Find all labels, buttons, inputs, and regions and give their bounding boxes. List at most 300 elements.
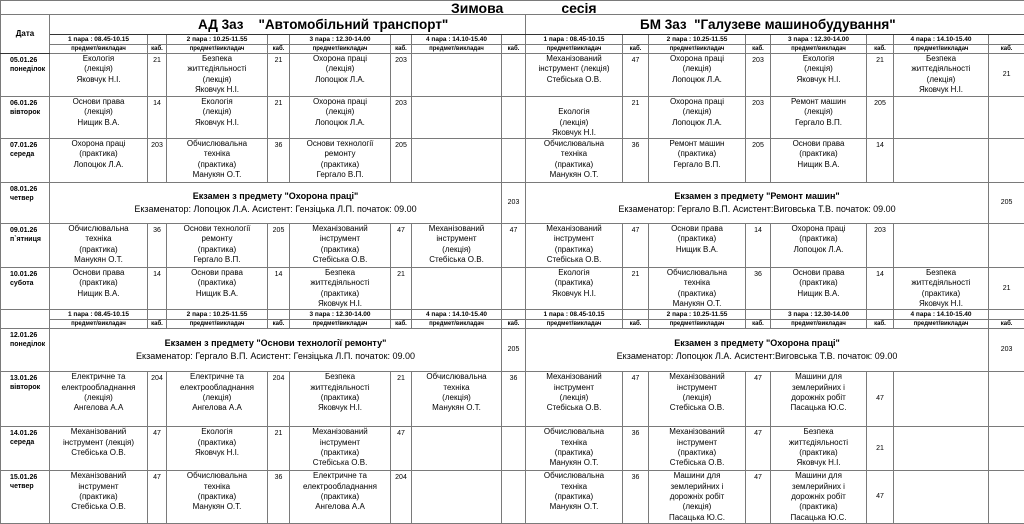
lesson-line: (лекція) [526,393,622,403]
lesson-cell [167,97,268,139]
lesson-line: (практика) [50,492,147,502]
exam-title: Екзамен з предмету "Охорона праці" [526,337,988,350]
exam-details: Екзаменатор: Лопоцюк Л.А. Асистент: Гензіцька Л.П. початок: 09.00 [50,203,501,216]
pair-time-header: 4 пара : 14.10-15.40 [412,310,502,320]
room-number: 21 [268,97,290,139]
lesson-line: Механізований [649,372,745,382]
room-number: 47 [746,471,771,523]
lesson-line: дорожніх робіт [649,492,745,502]
lesson-line: (практика) [771,234,866,244]
room-number: 21 [268,427,290,471]
lesson-line: (практика) [50,149,147,159]
lesson-line: Стебіська О.В. [649,403,745,413]
lesson-cell [771,97,867,139]
lesson-cell [526,268,623,310]
lesson-line: (практика) [649,149,745,159]
teacher-column-header: предмет/викладач [894,320,989,329]
lesson-line: Пасацька Ю.С. [771,513,866,523]
lesson-line: (практика) [290,448,390,458]
lesson-cell [649,372,746,427]
lesson-line: інструмент [290,234,390,244]
day-date: 07.01.26 [10,141,49,150]
day-date-cell [1,224,50,268]
room-number [502,471,526,523]
lesson-cell [649,54,746,97]
pair-time-gap [391,35,412,45]
lesson-line: Манукян О.Т. [526,502,622,512]
lesson-line: Екологія [526,107,622,117]
lesson-line: (лекція) [412,393,501,403]
lesson-line: Механізований [526,372,622,382]
lesson-cell [649,97,746,139]
room-number: 14 [867,268,894,310]
room-number: 36 [268,139,290,183]
lesson-line: життєдіяльності [290,278,390,288]
lesson-cell [894,427,989,471]
exam-info-left [50,183,502,224]
pair-time-gap [502,310,526,320]
lesson-line: Яковчук Н.І. [771,75,866,85]
lesson-cell [894,54,989,97]
lesson-cell [771,372,867,427]
room-number: 21 [623,97,649,139]
lesson-cell [649,471,746,523]
room-column-header: каб. [391,45,412,54]
teacher-column-header: предмет/викладач [167,45,268,54]
lesson-line: Машини для [771,471,866,481]
lesson-line: життєдіяльності [894,64,988,74]
lesson-line: Екологія [167,427,267,437]
lesson-line: (лекція) [50,64,147,74]
lesson-line: техніка [526,438,622,448]
teacher-column-header: предмет/викладач [526,320,623,329]
lesson-line: Стебіська О.В. [526,403,622,413]
teacher-column-header: предмет/викладач [771,320,867,329]
day-date: 15.01.26 [10,473,49,482]
lesson-line: Ангелова А.А [167,403,267,413]
lesson-cell [526,372,623,427]
room-number: 36 [623,471,649,523]
room-number: 205 [867,97,894,139]
day-date: 14.01.26 [10,429,49,438]
lesson-line: інструмент [412,234,501,244]
lesson-line: Манукян О.Т. [649,299,745,309]
room-number: 36 [623,427,649,471]
room-number [989,372,1024,427]
exam-details: Екзаменатор: Лопоцюк Л.А. Асистент:Виговська Т.В. початок: 09.00 [526,350,988,363]
lesson-line: (практика) [526,160,622,170]
lesson-line: Електричне та [167,372,267,382]
lesson-line: дорожніх робіт [771,492,866,502]
pair-time-header: 2 пара : 10.25-11.55 [167,35,268,45]
room-number [989,427,1024,471]
teacher-column-header: предмет/викладач [167,320,268,329]
pair-time-header: 1 пара : 08.45-10.15 [526,310,623,320]
lesson-line: землерийних і [771,383,866,393]
lesson-line: Яковчук Н.І. [167,448,267,458]
exam-info-right [526,183,989,224]
day-of-week: середа [10,438,49,447]
room-number: 36 [148,224,167,268]
day-of-week: четвер [10,482,49,491]
lesson-line: Охорона праці [50,139,147,149]
lesson-cell [50,427,148,471]
lesson-line: Механізований [526,224,622,234]
lesson-line: техніка [412,383,501,393]
exam-info-right [526,329,989,372]
lesson-line: землерийних і [649,482,745,492]
lesson-line: Безпека [290,268,390,278]
teacher-column-header: предмет/викладач [649,45,746,54]
lesson-line: Нищик В.А. [771,160,866,170]
exam-room: 205 [989,183,1024,224]
lesson-line: Обчислювальна [649,268,745,278]
lesson-line: Ангелова А.А [50,403,147,413]
lesson-cell [290,97,391,139]
lesson-line: Яковчук Н.І. [771,458,866,468]
lesson-cell [290,224,391,268]
lesson-line: (лекція) [412,245,501,255]
lesson-line: Гергало В.П. [290,170,390,180]
lesson-cell [167,139,268,183]
pair-time-gap [867,35,894,45]
exam-title: Екзамен з предмету "Охорона праці" [50,190,501,203]
lesson-cell [771,427,867,471]
lesson-cell [412,372,502,427]
lesson-line: Безпека [167,54,267,64]
lesson-line: техніка [526,149,622,159]
lesson-line: Яковчук Н.І. [50,75,147,85]
lesson-line: Яковчук Н.І. [526,289,622,299]
lesson-line: Стебіська О.В. [526,75,622,85]
room-number: 203 [391,97,412,139]
lesson-cell [50,97,148,139]
lesson-line: (лекція) [167,107,267,117]
room-column-header: каб. [502,45,526,54]
lesson-line: Яковчук Н.І. [167,85,267,95]
lesson-cell [894,97,989,139]
day-of-week: вівторок [10,108,49,117]
lesson-line: (лекція) [50,393,147,403]
lesson-line: (лекція) [649,64,745,74]
lesson-line: Обчислювальна [50,224,147,234]
lesson-cell [167,268,268,310]
day-of-week: середа [10,150,49,159]
lesson-line: Яковчук Н.І. [167,118,267,128]
day-date: 05.01.26 [10,56,49,65]
pair-time-header: 3 пара : 12.30-14.00 [290,310,391,320]
lesson-line: Обчислювальна [526,427,622,437]
lesson-line: техніка [50,234,147,244]
room-column-header: каб. [268,320,290,329]
room-number: 36 [268,471,290,523]
day-of-week: субота [10,279,49,288]
lesson-line: Стебіська О.В. [50,502,147,512]
lesson-cell [412,97,502,139]
lesson-line: Обчислювальна [167,139,267,149]
room-number: 14 [867,139,894,183]
page-title: Зимова сесія [1,1,1024,15]
subheader-row [1,320,1024,329]
room-number: 21 [867,427,894,471]
lesson-line: Ангелова А.А [290,502,390,512]
lesson-line: (лекція) [649,107,745,117]
room-number: 204 [391,471,412,523]
room-number: 47 [391,427,412,471]
lesson-cell [771,139,867,183]
lesson-line: Механізований [290,427,390,437]
teacher-column-header: предмет/викладач [526,45,623,54]
lesson-line: Безпека [894,54,988,64]
lesson-line: Стебіська О.В. [412,255,501,265]
room-number: 47 [746,372,771,427]
day-row [1,54,1024,97]
day-of-week: вівторок [10,383,49,392]
lesson-line: інструмент (лекція) [50,438,147,448]
room-column-header: каб. [623,45,649,54]
lesson-cell [412,139,502,183]
exam-info-left [50,329,502,372]
lesson-line: інструмент [649,438,745,448]
lesson-line: Механізований [50,427,147,437]
lesson-line: Стебіська О.В. [290,458,390,468]
lesson-line: Яковчук Н.І. [894,85,988,95]
room-column-header: каб. [867,320,894,329]
day-row [1,471,1024,523]
lesson-line: (практика) [50,278,147,288]
lesson-line: Безпека [771,427,866,437]
lesson-line: Охорона праці [290,54,390,64]
room-number: 14 [148,97,167,139]
pair-time-gap [989,310,1024,320]
day-row [1,224,1024,268]
lesson-line: Пасацька Ю.С. [649,513,745,523]
lesson-line: Основи права [771,139,866,149]
pair-time-gap [623,35,649,45]
room-number: 203 [746,54,771,97]
lesson-line: Обчислювальна [526,471,622,481]
pair-time-header: 1 пара : 08.45-10.15 [526,35,623,45]
pair-time-gap [623,310,649,320]
lesson-cell [167,471,268,523]
lesson-line: Безпека [290,372,390,382]
day-date: 06.01.26 [10,99,49,108]
lesson-line: Гергало В.П. [167,255,267,265]
room-number: 21 [989,54,1024,97]
lesson-line: Стебіська О.В. [50,448,147,458]
pair-time-header: 2 пара : 10.25-11.55 [649,310,746,320]
day-of-week: понеділок [10,65,49,74]
lesson-line: Обчислювальна [167,471,267,481]
room-number: 21 [391,268,412,310]
room-number [502,139,526,183]
pair-time-header: 3 пара : 12.30-14.00 [771,35,867,45]
room-number: 47 [502,224,526,268]
pair-time-header: 3 пара : 12.30-14.00 [290,35,391,45]
lesson-line: Нищик В.А. [771,289,866,299]
lesson-line: (лекція) [649,502,745,512]
date-column-header: Дата [1,15,50,54]
room-number: 205 [391,139,412,183]
lesson-cell [526,224,623,268]
lesson-line: Основи права [50,268,147,278]
day-date: 08.01.26 [10,185,49,194]
pair-time-header: 4 пара : 14.10-15.40 [412,35,502,45]
lesson-line: ремонту [167,234,267,244]
exam-title: Екзамен з предмету "Ремонт машин" [526,190,988,203]
lesson-line: (лекція) [167,75,267,85]
pair-time-gap [148,310,167,320]
lesson-line: Охорона праці [290,97,390,107]
lesson-cell [50,54,148,97]
lesson-line: Манукян О.Т. [526,170,622,180]
lesson-line: електрообладнання [50,383,147,393]
lesson-line: Електричне та [290,471,390,481]
lesson-line: (практика) [290,393,390,403]
lesson-line: життєдіяльності [894,278,988,288]
room-number: 47 [148,471,167,523]
lesson-line: електрообладнання [290,482,390,492]
lesson-line: Яковчук Н.І. [290,403,390,413]
room-column-header: каб. [989,320,1024,329]
lesson-line: життєдіяльності [167,64,267,74]
day-date-cell [1,427,50,471]
lesson-line: (практика) [649,448,745,458]
lesson-cell [526,97,623,139]
lesson-line: Основи права [167,268,267,278]
lesson-line: Лопоцюк Л.А. [649,75,745,85]
lesson-line: інструмент [649,383,745,393]
lesson-cell [771,268,867,310]
room-column-header: каб. [989,45,1024,54]
lesson-line: Яковчук Н.І. [526,128,622,138]
lesson-line: (практика) [167,438,267,448]
pair-time-gap [148,35,167,45]
room-number [502,427,526,471]
lesson-line: техніка [649,278,745,288]
day-date-cell [1,372,50,427]
lesson-line: Основи права [649,224,745,234]
lesson-line: життєдіяльності [290,383,390,393]
exam-row [1,329,1024,372]
day-date-cell [1,471,50,523]
room-number: 203 [867,224,894,268]
room-number: 21 [989,268,1024,310]
lesson-line: землерийних і [771,482,866,492]
room-column-header: каб. [746,45,771,54]
lesson-cell [167,54,268,97]
room-number [989,97,1024,139]
lesson-cell [526,139,623,183]
lesson-line: (практика) [526,492,622,502]
pair-time-header: 1 пара : 08.45-10.15 [50,310,148,320]
lesson-line: Манукян О.Т. [167,502,267,512]
room-number: 203 [391,54,412,97]
day-date-cell [1,54,50,97]
lesson-line: Основи права [50,97,147,107]
exam-room: 205 [502,329,526,372]
teacher-column-header: предмет/викладач [50,45,148,54]
room-number: 204 [268,372,290,427]
lesson-cell [894,372,989,427]
lesson-line: Машини для [771,372,866,382]
lesson-line: Екологія [167,97,267,107]
lesson-cell [50,268,148,310]
room-column-header: каб. [391,320,412,329]
room-column-header: каб. [746,320,771,329]
lesson-line: Машини для [649,471,745,481]
room-number [502,97,526,139]
lesson-line: Механізований [526,54,622,64]
day-date-cell [1,97,50,139]
pair-time-header: 3 пара : 12.30-14.00 [771,310,867,320]
pair-time-gap [989,35,1024,45]
day-row [1,427,1024,471]
lesson-line: інструмент [50,482,147,492]
lesson-line: (практика) [290,245,390,255]
lesson-line: Гергало В.П. [771,118,866,128]
day-date-cell [1,183,50,224]
lesson-line: Охорона праці [649,54,745,64]
lesson-line: Яковчук Н.І. [290,299,390,309]
exam-details: Екзаменатор: Гергало В.П. Асистент: Гензіцька Л.П. початок: 09.00 [50,350,501,363]
lesson-line: Нищик В.А. [167,289,267,299]
lesson-line: (лекція) [649,393,745,403]
room-column-header: каб. [148,45,167,54]
pair-time-gap [746,35,771,45]
teacher-column-header: предмет/викладач [50,320,148,329]
lesson-line: Нищик В.А. [50,289,147,299]
date-gap [1,310,50,329]
lesson-cell [526,54,623,97]
lesson-line: електрообладнання [167,383,267,393]
lesson-line: (практика) [771,448,866,458]
day-row [1,268,1024,310]
teacher-column-header: предмет/викладач [649,320,746,329]
lesson-line: (практика) [167,245,267,255]
day-row [1,372,1024,427]
room-number: 21 [623,268,649,310]
lesson-line: Основи технології [167,224,267,234]
lesson-cell [167,372,268,427]
lesson-line: техніка [526,482,622,492]
room-number: 21 [148,54,167,97]
pair-time-header: 2 пара : 10.25-11.55 [649,35,746,45]
room-number: 21 [867,54,894,97]
lesson-line [526,97,622,107]
lesson-cell [649,139,746,183]
lesson-line: Манукян О.Т. [50,255,147,265]
lesson-line: Лопоцюк Л.А. [771,245,866,255]
lesson-line: Механізований [649,427,745,437]
lesson-line: Лопоцюк Л.А. [50,160,147,170]
exam-details: Екзаменатор: Гергало В.П. Асистент:Виговська Т.В. початок: 09.00 [526,203,988,216]
lesson-line: (лекція) [771,64,866,74]
lesson-cell [50,224,148,268]
lesson-cell [167,224,268,268]
lesson-line: Гергало В.П. [649,160,745,170]
room-number: 47 [623,372,649,427]
exam-room: 203 [502,183,526,224]
room-number: 14 [148,268,167,310]
exam-row [1,183,1024,224]
lesson-cell [649,224,746,268]
lesson-cell [649,427,746,471]
lesson-line: (практика) [526,245,622,255]
pair-time-gap [268,310,290,320]
lesson-line: Манукян О.Т. [167,170,267,180]
room-column-header: каб. [148,320,167,329]
